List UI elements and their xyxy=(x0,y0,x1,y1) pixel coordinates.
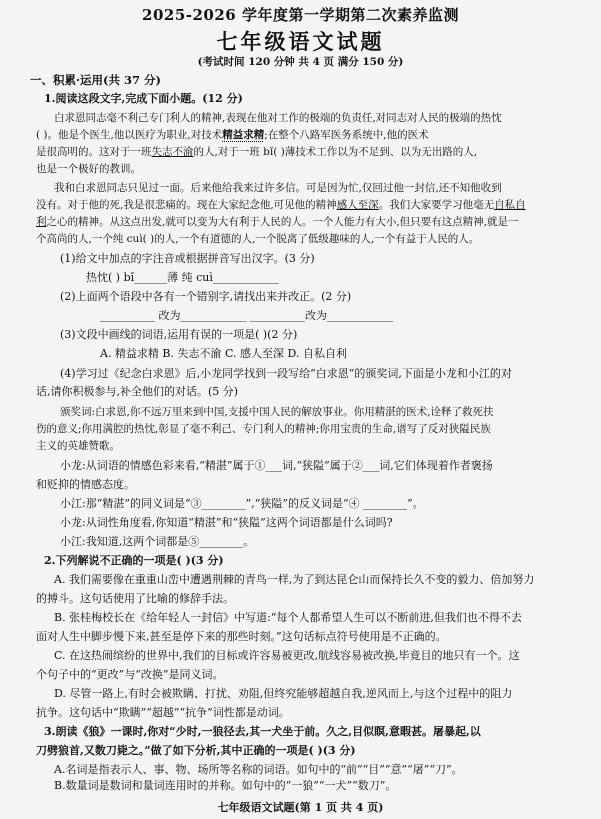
passage-line: 是很高明的。这对于一班失志不渝的人,对于一班 bǐ( )薄技术工作以为不足到、以为无出路的人, xyxy=(36,146,478,158)
underlined-word: 失志不渝 xyxy=(151,146,194,158)
exam-title: 2025-2026 学年度第一学期第二次素养监测 xyxy=(142,6,459,24)
passage-line: 利之心的精神。从这点出发,就可以变为大有利于人民的人。一个人能力有大小,但只要有这点精神,就是一 xyxy=(36,216,519,228)
sub-question-4: (4)学习过《纪念白求恩》后,小龙同学找到一段写给“白求恩”的颁奖词,下面是小龙和小江的对 xyxy=(60,367,512,380)
exam-info: (考试时间 120 分钟 共 4 页 满分 150 分) xyxy=(197,56,404,68)
sub-question-3: (3)文段中画线的词语,运用有误的一项是( )(2 分) xyxy=(60,328,298,341)
option-a: A. 我们需要像在重重山峦中遭遇荆棘的青鸟一样,为了到达昆仑山而保持长久不变的毅力、倍加努力 xyxy=(54,573,535,586)
sub-question-4: 话,请你积极参与,补全他们的对话。(5 分) xyxy=(36,385,239,398)
passage-line: 我和白求恩同志只见过一面。后来他给我来过许多信。可是因为忙,仅回过他一封信,还不知他收到 xyxy=(54,182,502,194)
section-heading: 一、积累·运用(共 37 分) xyxy=(30,73,161,87)
passage-line: 没有。对于他的死,我是很悲痛的。现在大家纪念他,可见他的精神感人至深。我们大家要学习他毫无自私自 xyxy=(36,199,526,211)
answer-blank-line[interactable]: 热忱( ) bǐ______薄 纯 cuì____________ xyxy=(86,271,279,284)
award-text: 主义的英雄赞歌。 xyxy=(36,440,120,452)
underlined-word: 感人至深 xyxy=(336,199,379,211)
option-d: 抗争。这句话中“欺瞒”“超越”“抗争”词性都是动词。 xyxy=(36,706,290,719)
dotted-word: 精益求精 xyxy=(222,129,265,141)
answer-options: A. 精益求精 B. 失志不渝 C. 感人至深 D. 自私自利 xyxy=(100,347,347,360)
passage-line: 也是一个极好的教训。 xyxy=(36,163,141,175)
question-1-title: 1.阅读这段文字,完成下面小题。(12 分) xyxy=(44,92,243,105)
award-text: 伤的意义;你用满腔的热忱,彰显了毫不利己、专门利人的精神;你用宝贵的生命,谱写了反对狭隘民族 xyxy=(36,423,491,435)
option-b: B. 张桂梅校长在《给年轻人一封信》中写道:“每个人都希望人生可以不断前进,但我们也不得不去 xyxy=(54,611,522,624)
passage-line: 白求恩同志毫不利己专门利人的精神,表现在他对工作的极端的负责任,对同志对人民的极端的热忱 xyxy=(54,112,502,124)
option-c: 个句子中的“更改”与“改换”是同义词。 xyxy=(36,668,224,681)
passage-line: ( )。他是个医生,他以医疗为职业,对技术精益求精;在整个八路军医务系统中,他的医术 xyxy=(36,129,429,141)
underlined-word: 自私自 xyxy=(494,199,526,211)
passage-line: 个高尚的人,一个纯 cuì( )的人,一个有道德的人,一个脱离了低级趣味的人,一个有益于人民的人。 xyxy=(36,233,480,245)
question-2-title: 2.下列解说不正确的一项是( )(3 分) xyxy=(44,554,224,567)
option-a: A.名词是指表示人、事、物、场所等名称的词语。如句中的“前”“目”“意”“屠”“刀”。 xyxy=(54,763,463,776)
option-d: D. 尽管一路上,有时会被欺瞒、打扰、劝阻,但终究能够超越自我,逆风而上,与这个过程中的阻力 xyxy=(54,687,513,700)
sub-question-1: (1)给文中加点的字注音或根据拼音写出汉字。(3 分) xyxy=(60,252,315,265)
option-b: 面对人生中脚步慢下来,甚至是停下来的那些时刻。”这句话标点符号使用是不正确的。 xyxy=(36,630,447,643)
option-c: C. 在这热闹缤纷的世界中,我们的目标或许容易被更改,航线容易被改换,毕竟目的地只有一个。这 xyxy=(54,649,520,662)
question-3-title: 刀劈狼首,又数刀毙之。”做了如下分析,其中正确的一项是( )(3 分) xyxy=(36,744,356,757)
dialogue-line: 小龙:从词语的情感色彩来看,“精湛”属于①___词,“狭隘”属于②___词,它们体现着作者褒扬 xyxy=(60,459,493,472)
page-footer: 七年级语文试题(第 1 页 共 4 页) xyxy=(217,801,384,814)
question-3-title: 3.朗读《狼》一课时,你对“少时,一狼径去,其一犬坐于前。久之,目似瞑,意暇甚。屠暴起,以 xyxy=(44,725,481,738)
dialogue-line: 小龙:从词性角度看,你知道“精湛”和“狭隘”这两个词语都是什么词吗? xyxy=(60,516,393,529)
dialogue-line: 和贬抑的情感态度。 xyxy=(36,478,135,491)
answer-blank-line[interactable]: __________ 改为____________ __________改为____________ xyxy=(100,309,393,322)
dialogue-line: 小江:我知道,这两个词都是⑤________。 xyxy=(60,535,255,548)
award-text: 颁奖词:白求恩,你不远万里来到中国,支援中国人民的解放事业。你用精湛的医术,诠释了救死扶 xyxy=(60,406,494,418)
option-a: 的搏斗。这句话使用了比喻的修辞手法。 xyxy=(36,592,234,605)
option-b: B.数量词是数词和量词连用时的并称。如句中的“一狼”“一犬”“数刀”。 xyxy=(54,779,397,792)
dialogue-line: 小江:那“精湛”的同义词是“③________”,“狭隘”的反义词是“④ ________”。 xyxy=(60,497,424,510)
exam-subject-title: 七年级语文试题 xyxy=(216,29,385,54)
sub-question-2: (2)上面两个语段中各有一个错别字,请找出来并改正。(2 分) xyxy=(60,290,352,303)
underlined-word: 利 xyxy=(36,216,47,228)
